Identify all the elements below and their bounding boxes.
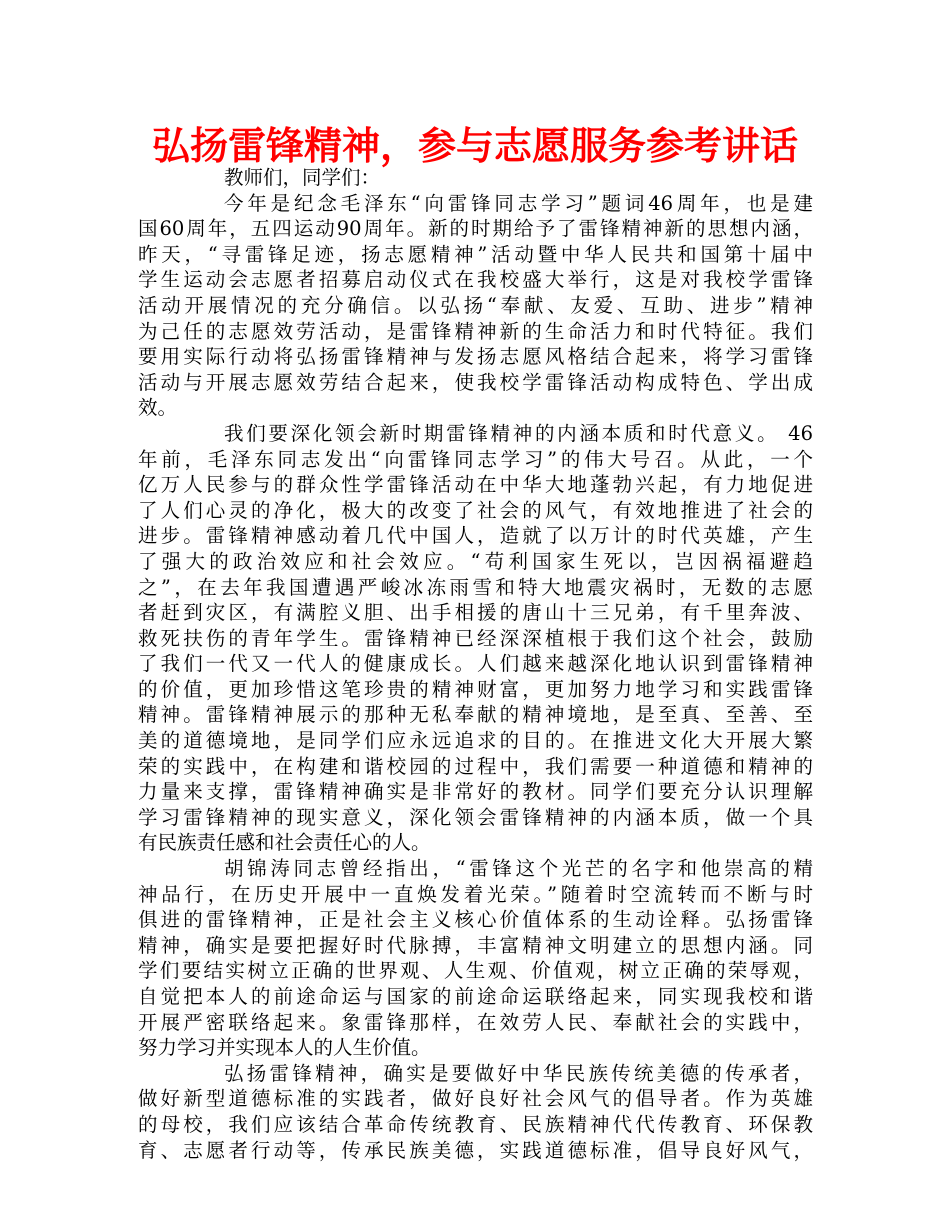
text-line: 今年是纪念毛泽东“向雷锋同志学习”题词46周年，也是建 — [224, 191, 813, 215]
text-line: 有民族责任感和社会责任心的人。 — [138, 831, 431, 855]
text-line: 美的道德境地，是同学们应永远追求的目的。在推进文化大开展大繁 — [138, 729, 813, 753]
text-line: 开展严密联络起来。象雷锋那样，在效劳人民、奉献社会的实践中， — [138, 1010, 813, 1034]
text-line: 做好新型道德标准的实践者，做好良好社会风气的倡导者。作为英雄 — [138, 1087, 813, 1111]
document-body — [138, 165, 813, 1163]
text-line: 胡锦涛同志曾经指出，“雷锋这个光芒的名字和他崇高的精 — [224, 857, 813, 881]
text-line: 国60周年，五四运动90周年。新的时期给予了雷锋精神新的思想内涵， — [138, 217, 813, 241]
text-line: 学们要结实树立正确的世界观、人生观、价值观，树立正确的荣辱观， — [138, 959, 813, 983]
text-line: 昨天，“寻雷锋足迹，扬志愿精神”活动暨中华人民共和国第十届中 — [138, 242, 813, 266]
text-line: 年前，毛泽东同志发出“向雷锋同志学习”的伟大号召。从此，一个 — [138, 447, 813, 471]
text-line: 学生运动会志愿者招募启动仪式在我校盛大举行，这是对我校学雷锋 — [138, 268, 813, 292]
text-line: 努力学习并实现本人的人生价值。 — [138, 1036, 431, 1060]
text-line: 神品行，在历史开展中一直焕发着光荣。”随着时空流转而不断与时 — [138, 882, 813, 906]
text-line: 进步。雷锋精神感动着几代中国人，造就了以万计的时代英雄，产生 — [138, 524, 813, 548]
text-line: 教师们，同学们： — [224, 166, 381, 189]
text-line: 学习雷锋精神的现实意义，深化领会雷锋精神的内涵本质，做一个具 — [138, 805, 813, 829]
text-line: 了人们心灵的净化，极大的改变了社会的风气，有效地推进了社会的 — [138, 498, 813, 522]
text-line: 精神。雷锋精神展示的那种无私奉献的精神境地，是至真、至善、至 — [138, 703, 813, 727]
text-line: 的母校，我们应该结合革命传统教育、民族精神代代传教育、环保教 — [138, 1112, 813, 1136]
text-line: 效。 — [138, 396, 178, 420]
text-line: 自觉把本人的前途命运与国家的前途命运联络起来，同实现我校和谐 — [138, 985, 813, 1008]
text-line: 亿万人民参与的群众性学雷锋活动在中华大地蓬勃兴起，有力地促进 — [138, 473, 813, 497]
text-line: 我们要深化领会新时期雷锋精神的内涵本质和时代意义。 46 — [224, 421, 813, 445]
text-line: 救死扶伤的青年学生。雷锋精神已经深深植根于我们这个社会，鼓励 — [138, 626, 813, 650]
text-line: 为己任的志愿效劳活动，是雷锋精神新的生命活力和时代特征。我们 — [138, 319, 813, 343]
text-line: 者赶到灾区，有满腔义胆、出手相援的唐山十三兄弟，有千里奔波、 — [138, 601, 813, 625]
text-line: 力量来支撑，雷锋精神确实是非常好的教材。同学们要充分认识理解 — [138, 780, 813, 804]
text-line: 俱进的雷锋精神，正是社会主义核心价值体系的生动诠释。弘扬雷锋 — [138, 908, 813, 932]
text-line: 要用实际行动将弘扬雷锋精神与发扬志愿风格结合起来，将学习雷锋 — [138, 345, 813, 369]
text-line: 育、志愿者行动等，传承民族美德，实践道德标准，倡导良好风气， — [138, 1138, 813, 1162]
text-line: 之”，在去年我国遭遇严峻冰冻雨雪和特大地震灾祸时，无数的志愿 — [138, 575, 813, 599]
text-line: 的价值，更加珍惜这笔珍贵的精神财富，更加努力地学习和实践雷锋 — [138, 677, 813, 701]
text-line: 了强大的政治效应和社会效应。“苟利国家生死以，岂因祸福避趋 — [138, 549, 813, 573]
text-line: 活动开展情况的充分确信。以弘扬“奉献、友爱、互助、进步”精神 — [138, 293, 813, 317]
text-line: 弘扬雷锋精神，确实是要做好中华民族传统美德的传承者， — [224, 1061, 813, 1085]
text-line: 荣的实践中，在构建和谐校园的过程中，我们需要一种道德和精神的 — [138, 754, 813, 778]
text-line: 了我们一代又一代人的健康成长。人们越来越深化地认识到雷锋精神 — [138, 652, 813, 676]
text-line: 精神，确实是要把握好时代脉搏，丰富精神文明建立的思想内涵。同 — [138, 933, 813, 957]
text-line: 活动与开展志愿效劳结合起来，使我校学雷锋活动构成特色、学出成 — [138, 370, 813, 394]
document-title: 弘扬雷锋精神，参与志愿服务参考讲话 — [151, 124, 798, 168]
